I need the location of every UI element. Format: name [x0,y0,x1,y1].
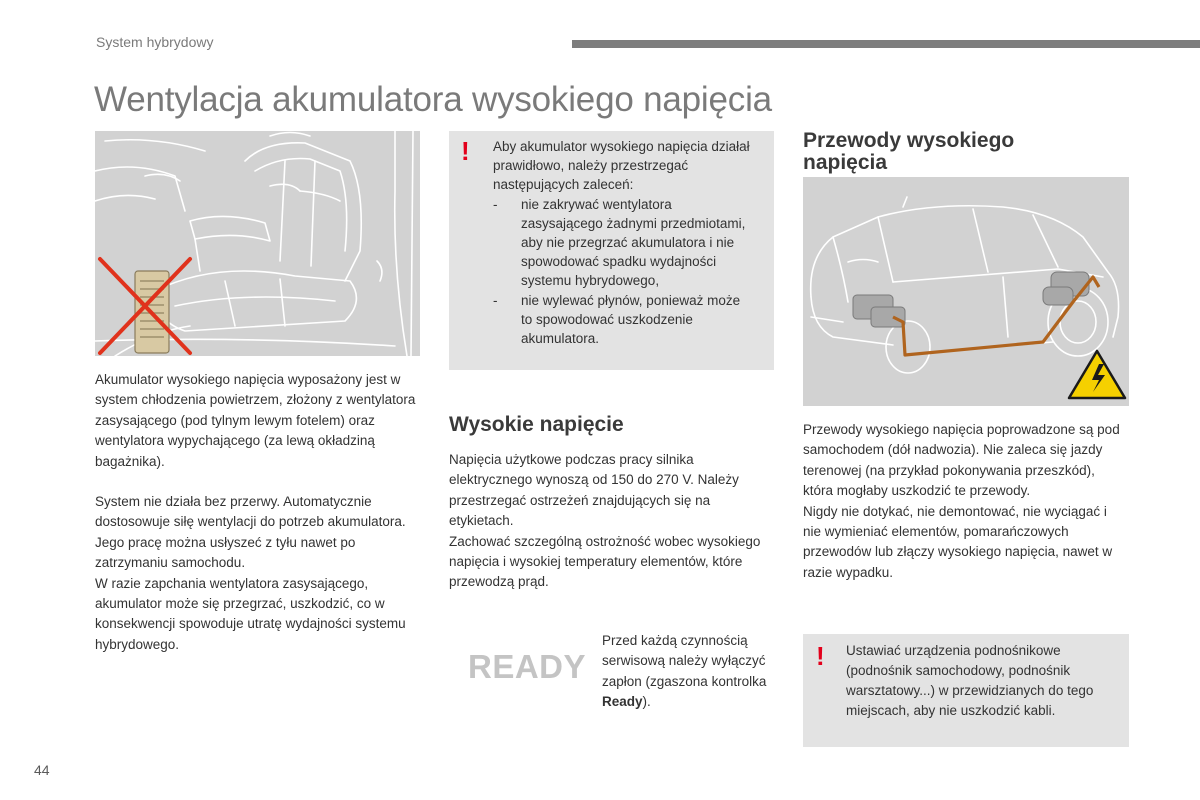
page-number: 44 [34,762,50,778]
section-label: System hybrydowy [96,34,214,50]
cables-line: Przewody wysokiego napięcia poprowadzone są pod samochodem (dół nadwozia). Nie zaleca się jazdy terenowej (na przykład pokonywania przeszkód), która mogłaby uszkodzić te przewody. [803,422,1120,499]
left-text [95,370,425,655]
warning-list-item: - nie wylewać płynów, ponieważ może to spowodować uszkodzenie akumulatora. [493,291,768,349]
ready-instruction [602,631,792,713]
high-voltage-heading: Wysokie napięcie [449,413,624,436]
warning-exclamation-icon: ! [816,641,825,671]
warning-list-item: - nie zakrywać wentylatora zasysającego żadnymi przedmiotami, aby nie przegrzać akumulatora i nie spowodować spadku wydajności systemu hybrydowego, [493,195,768,291]
ready-text-bold: Ready [602,694,643,710]
car-cables-illustration [803,177,1129,406]
voltage-line: Napięcia użytkowe podczas pracy silnika elektrycznego wynoszą od 150 do 270 V. Należy przestrzegać ostrzeżeń znajdujących się na etykietach. [449,452,739,529]
page-title: Wentylacja akumulatora wysokiego napięcia [94,80,772,119]
ready-text-before: Przed każdą czynnością serwisową należy wyłączyć zapłon (zgaszona kontrolka [602,633,767,689]
warning-intro: Aby akumulator wysokiego napięcia działał prawidłowo, należy przestrzegać następujących zaleceń: [493,139,750,193]
header-bar [572,40,1200,48]
warning-exclamation-icon: ! [461,136,470,166]
seat-vent-illustration [95,131,420,356]
car-cables-drawing [803,177,1129,406]
cables-heading: Przewody wysokiego napięcia [803,129,1015,174]
seat-vent-drawing [95,131,420,356]
warning-list [493,195,768,349]
high-voltage-text [449,450,774,593]
lifting-warning-text: Ustawiać urządzenia podnośnikowe (podnośnik samochodowy, podnośnik warsztatowy...) w przewidzianych do tego miejscach, aby nie uszkodzić kabli. [846,643,1094,718]
operation-paragraph [95,492,425,655]
high-voltage-hazard-icon [1069,351,1125,398]
operation-line: System nie działa bez przerwy. Automatycznie dostosowuje siłę wentylacji do potrzeb akumulatora. [95,494,406,530]
ready-text-after: ). [642,694,651,710]
voltage-line: Zachować szczególną ostrożność wobec wysokiego napięcia i wysokiej temperatury elementów, które przewodzą prąd. [449,533,761,590]
battery-pack [853,295,905,327]
operation-line: W razie zapchania wentylatora zasysającego, akumulator może się przegrzać, uszkodzić, co w konsekwencji spowoduje utratę wydajności systemu hybrydowego. [95,575,406,652]
ventilation-paragraph: Akumulator wysokiego napięcia wyposażony jest w system chłodzenia powietrzem, złożony z wentylatora zasysającego (pod tylnym lewym fotelem) oraz wentylatora wypychającego (za lewą okładziną bagażnika). [95,372,416,469]
battery-warning-text [493,137,768,348]
cables-line: Nigdy nie dotykać, nie demontować, nie wyciągać i nie wymieniać elementów, pomarańczowych przewodów lub złączy wysokiego napięcia, nawet w razie wypadku. [803,503,1113,580]
cables-text [803,420,1128,583]
ready-indicator-logo: READY [468,648,587,685]
operation-line: Jego pracę można usłyszeć z tyłu nawet po zatrzymaniu samochodu. [95,534,356,571]
